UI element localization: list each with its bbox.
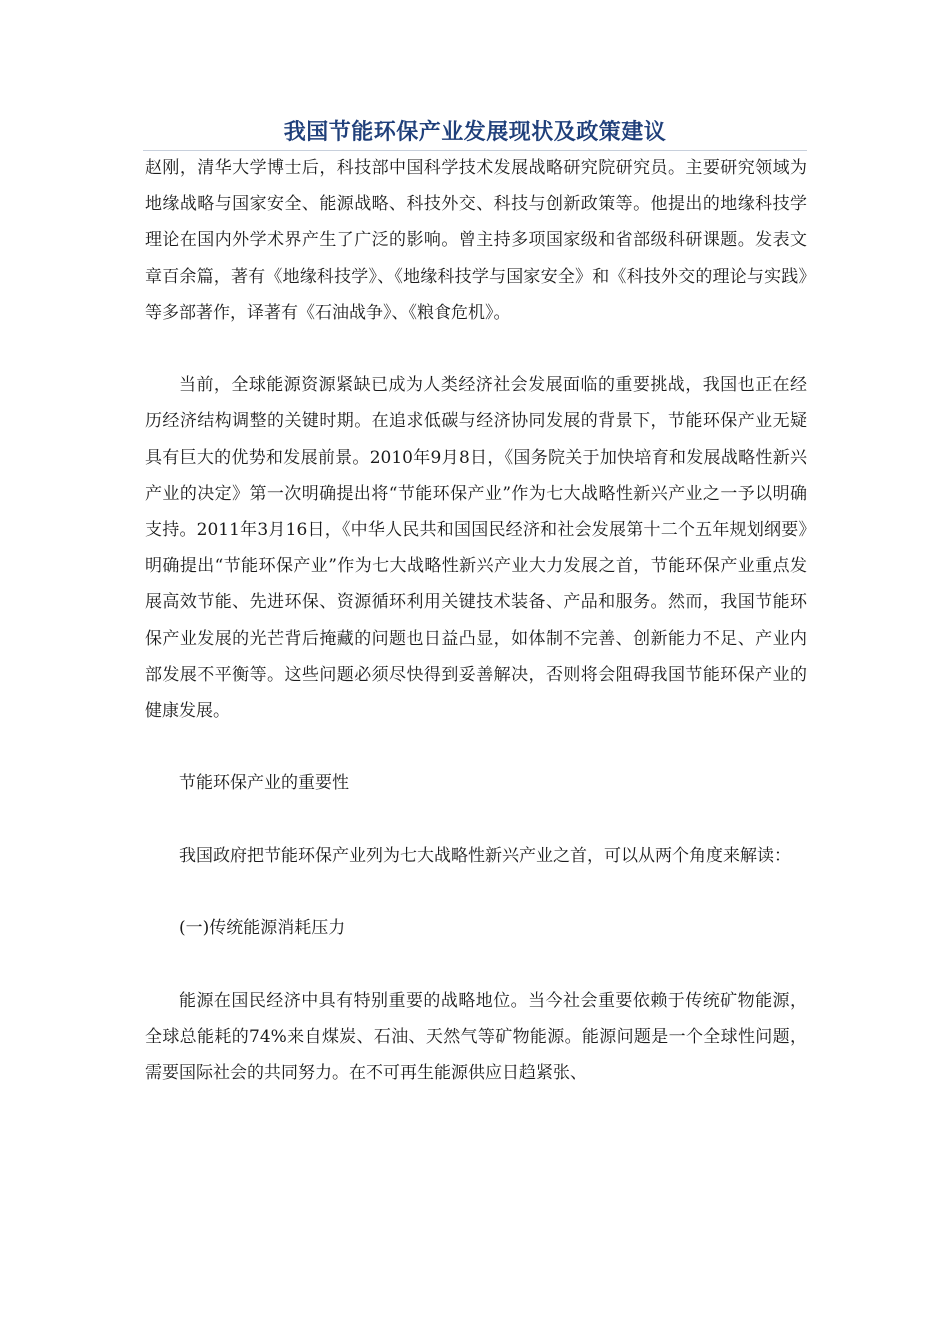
document-body	[145, 150, 807, 1091]
energy-paragraph: 能源在国民经济中具有特别重要的战略地位。当今社会重要依赖于传统矿物能源，全球总能耗的74%来自煤炭、石油、天然气等矿物能源。能源问题是一个全球性问题，需要国际社会的共同努力。在不可再生能源供应日趋紧张、	[145, 990, 807, 1083]
paragraph-spacer	[145, 874, 807, 910]
author-bio-paragraph: 赵刚，清华大学博士后，科技部中国科学技术发展战略研究院研究员。主要研究领域为地缘战略与国家安全、能源战略、科技外交、科技与创新政策等。他提出的地缘科技学理论在国内外学术界产生了广泛的影响。曾主持多项国家级和省部级科研课题。发表文章百余篇，著有《地缘科技学》、《地缘科技学与国家安全》和《科技外交的理论与实践》等多部著作，译著有《石油战争》、《粮食危机》。	[145, 158, 807, 323]
intro-paragraph: 当前，全球能源资源紧缺已成为人类经济社会发展面临的重要挑战，我国也正在经历经济结构调整的关键时期。在追求低碳与经济协同发展的背景下，节能环保产业无疑具有巨大的优势和发展前景。2010年9月8日，《国务院关于加快培育和发展战略性新兴产业的决定》第一次明确提出将“节能环保产业”作为七大战略性新兴产业之一予以明确支持。2011年3月16日，《中华人民共和国国民经济和社会发展第十二个五年规划纲要》明确提出“节能环保产业”作为七大战略性新兴产业大力发展之首，节能环保产业重点发展高效节能、先进环保、资源循环利用关键技术装备、产品和服务。然而，我国节能环保产业发展的光芒背后掩藏的问题也日益凸显，如体制不完善、创新能力不足、产业内部发展不平衡等。这些问题必须尽快得到妥善解决，否则将会阻碍我国节能环保产业的健康发展。	[145, 375, 807, 722]
paragraph-spacer	[145, 946, 807, 982]
paragraph-spacer	[145, 331, 807, 367]
section-heading-importance: 节能环保产业的重要性	[179, 773, 349, 794]
importance-paragraph: 我国政府把节能环保产业列为七大战略性新兴产业之首，可以从两个角度来解读：	[179, 845, 791, 866]
paragraph-spacer	[145, 802, 807, 838]
document-title: 我国节能环保产业发展现状及政策建议	[283, 120, 667, 145]
paragraph-spacer	[145, 729, 807, 765]
subsection-heading-energy: (一)传统能源消耗压力	[179, 918, 346, 939]
